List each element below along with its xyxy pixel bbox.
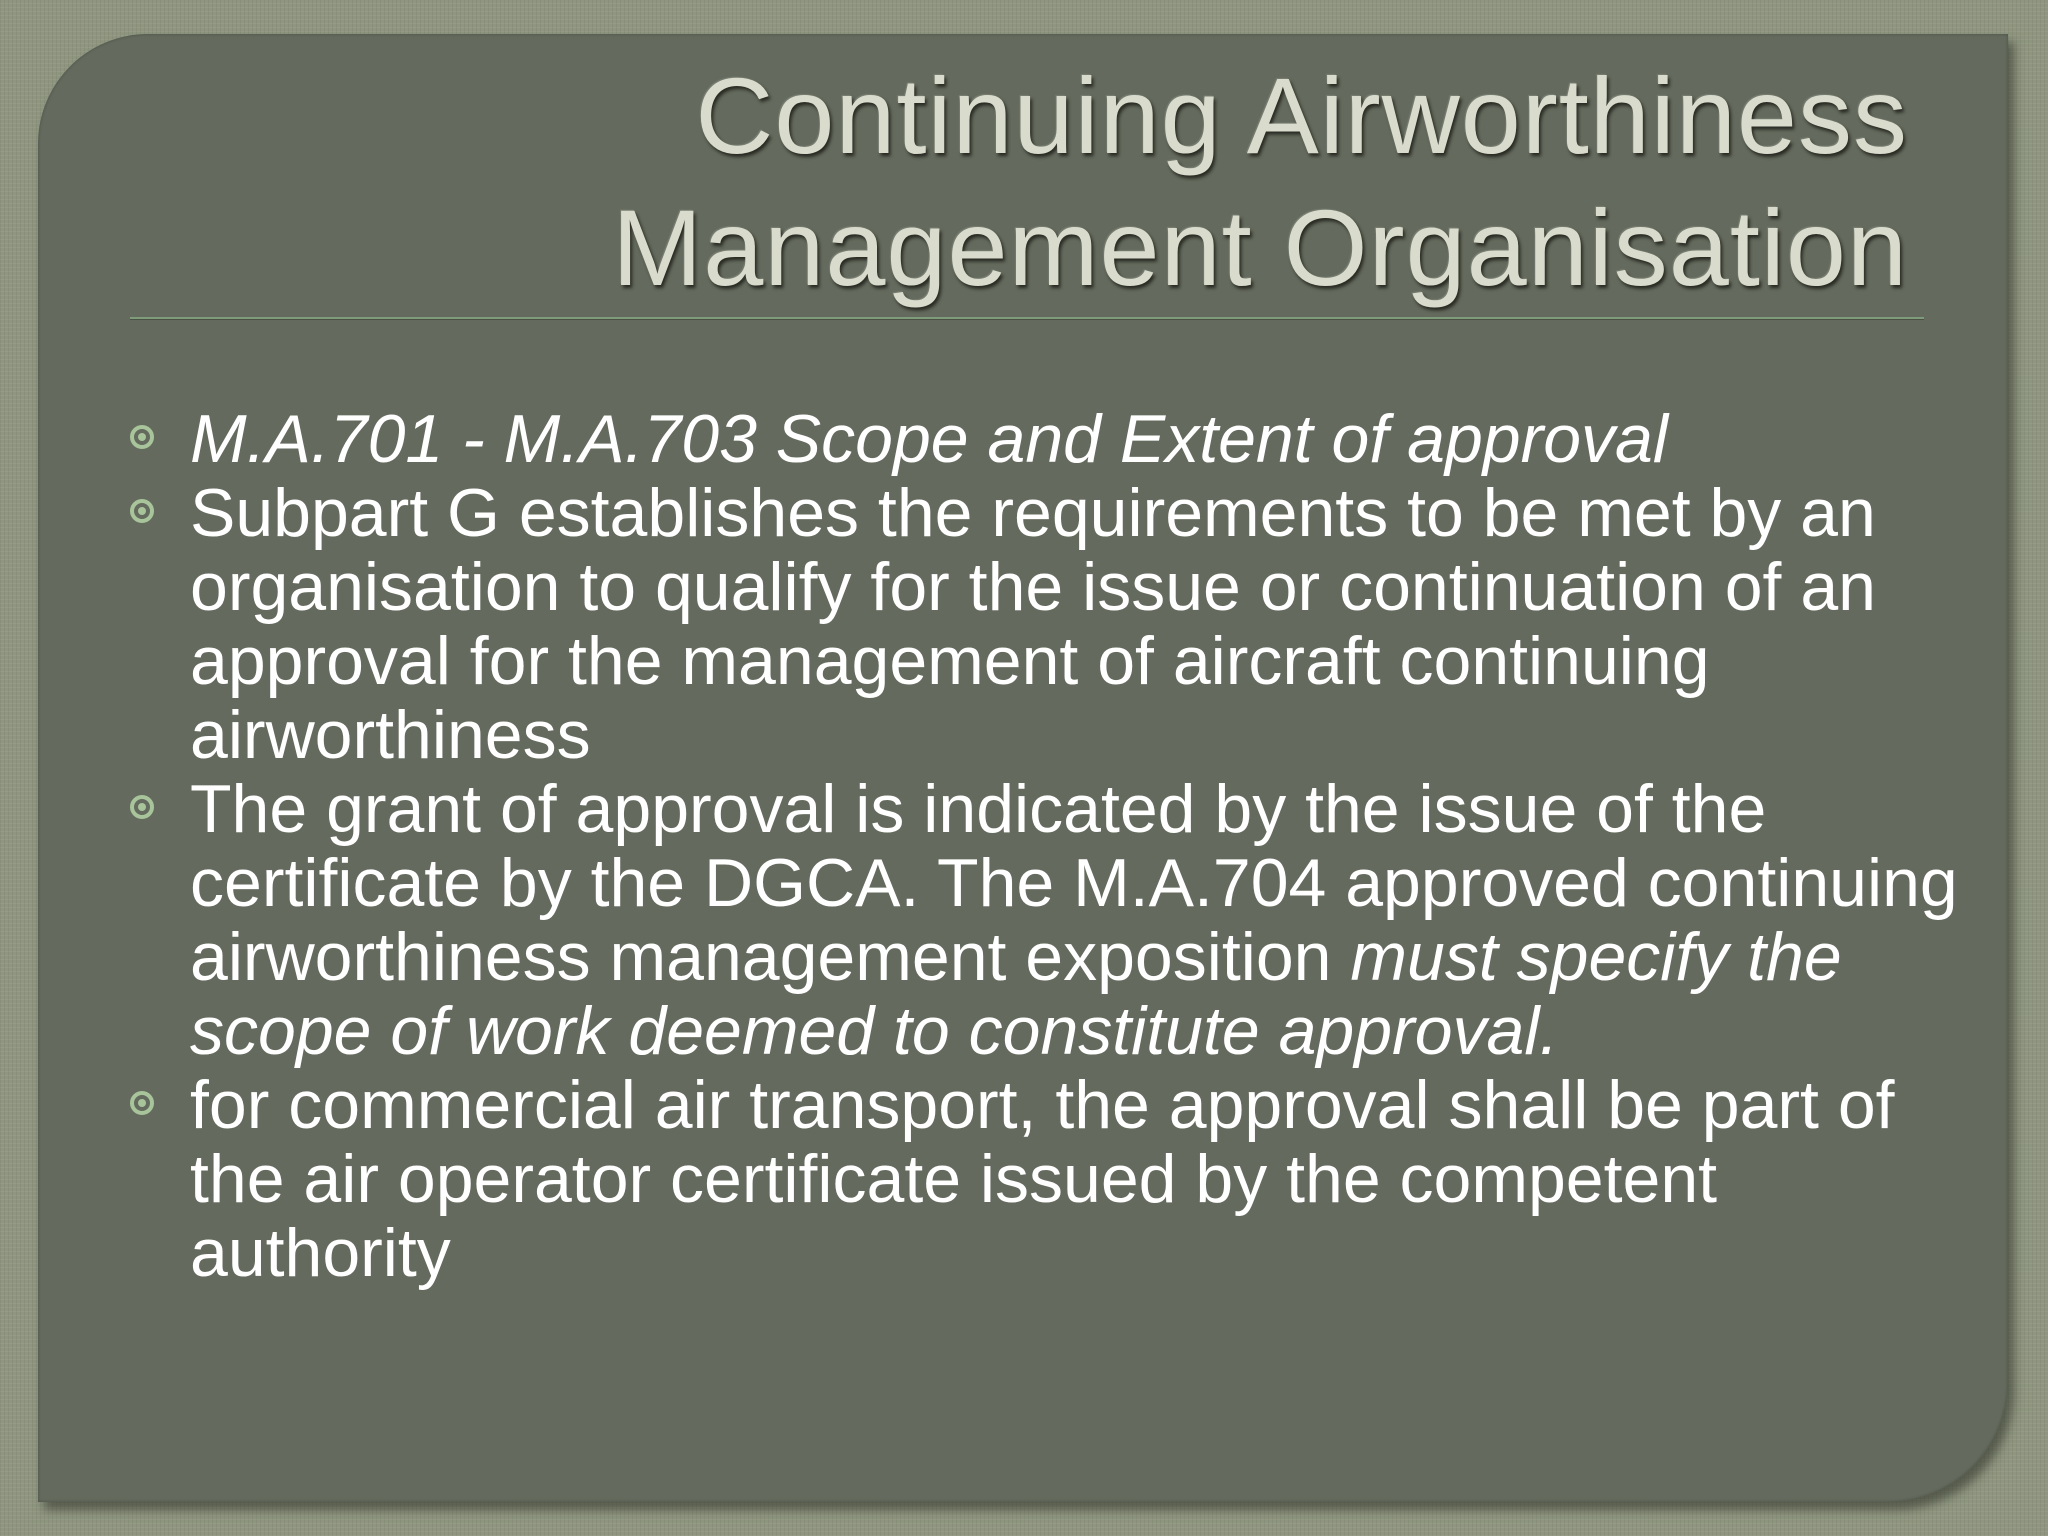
bullet-list <box>130 402 1960 1290</box>
bullet-item-commercial-air-transport <box>130 1068 1960 1290</box>
bullet-item-grant-of-approval <box>130 772 1960 1068</box>
title-line-2: Management Organisation <box>612 187 1908 308</box>
bullet-text: for commercial air transport, the approval shall be part of the air operator certificate issued by the competent authority <box>190 1067 1895 1291</box>
bullet-item-scope <box>130 402 1960 476</box>
circle-dot-icon <box>130 499 154 523</box>
slide-panel <box>38 34 2008 1502</box>
title-divider <box>130 317 1924 319</box>
bullet-text: Subpart G establishes the requirements to be met by an organisation to qualify for the issue or continuation of an approval for the management of aircraft continuing airworthiness <box>190 475 1876 773</box>
slide-title <box>408 50 1908 314</box>
bullet-text-italic: must specify the scope of work deemed to constitute approval. <box>190 919 1842 1069</box>
title-line-1: Continuing Airworthiness <box>695 55 1908 176</box>
circle-dot-icon <box>130 795 154 819</box>
circle-dot-icon <box>130 425 154 449</box>
bullet-text: M.A.701 - M.A.703 Scope and Extent of approval <box>190 401 1668 477</box>
bullet-text: The grant of approval is indicated by the issue of the certificate by the DGCA. The M.A.704 approved continuing airworthiness management exposition <box>190 771 1958 995</box>
circle-dot-icon <box>130 1091 154 1115</box>
bullet-item-subpart-g <box>130 476 1960 772</box>
